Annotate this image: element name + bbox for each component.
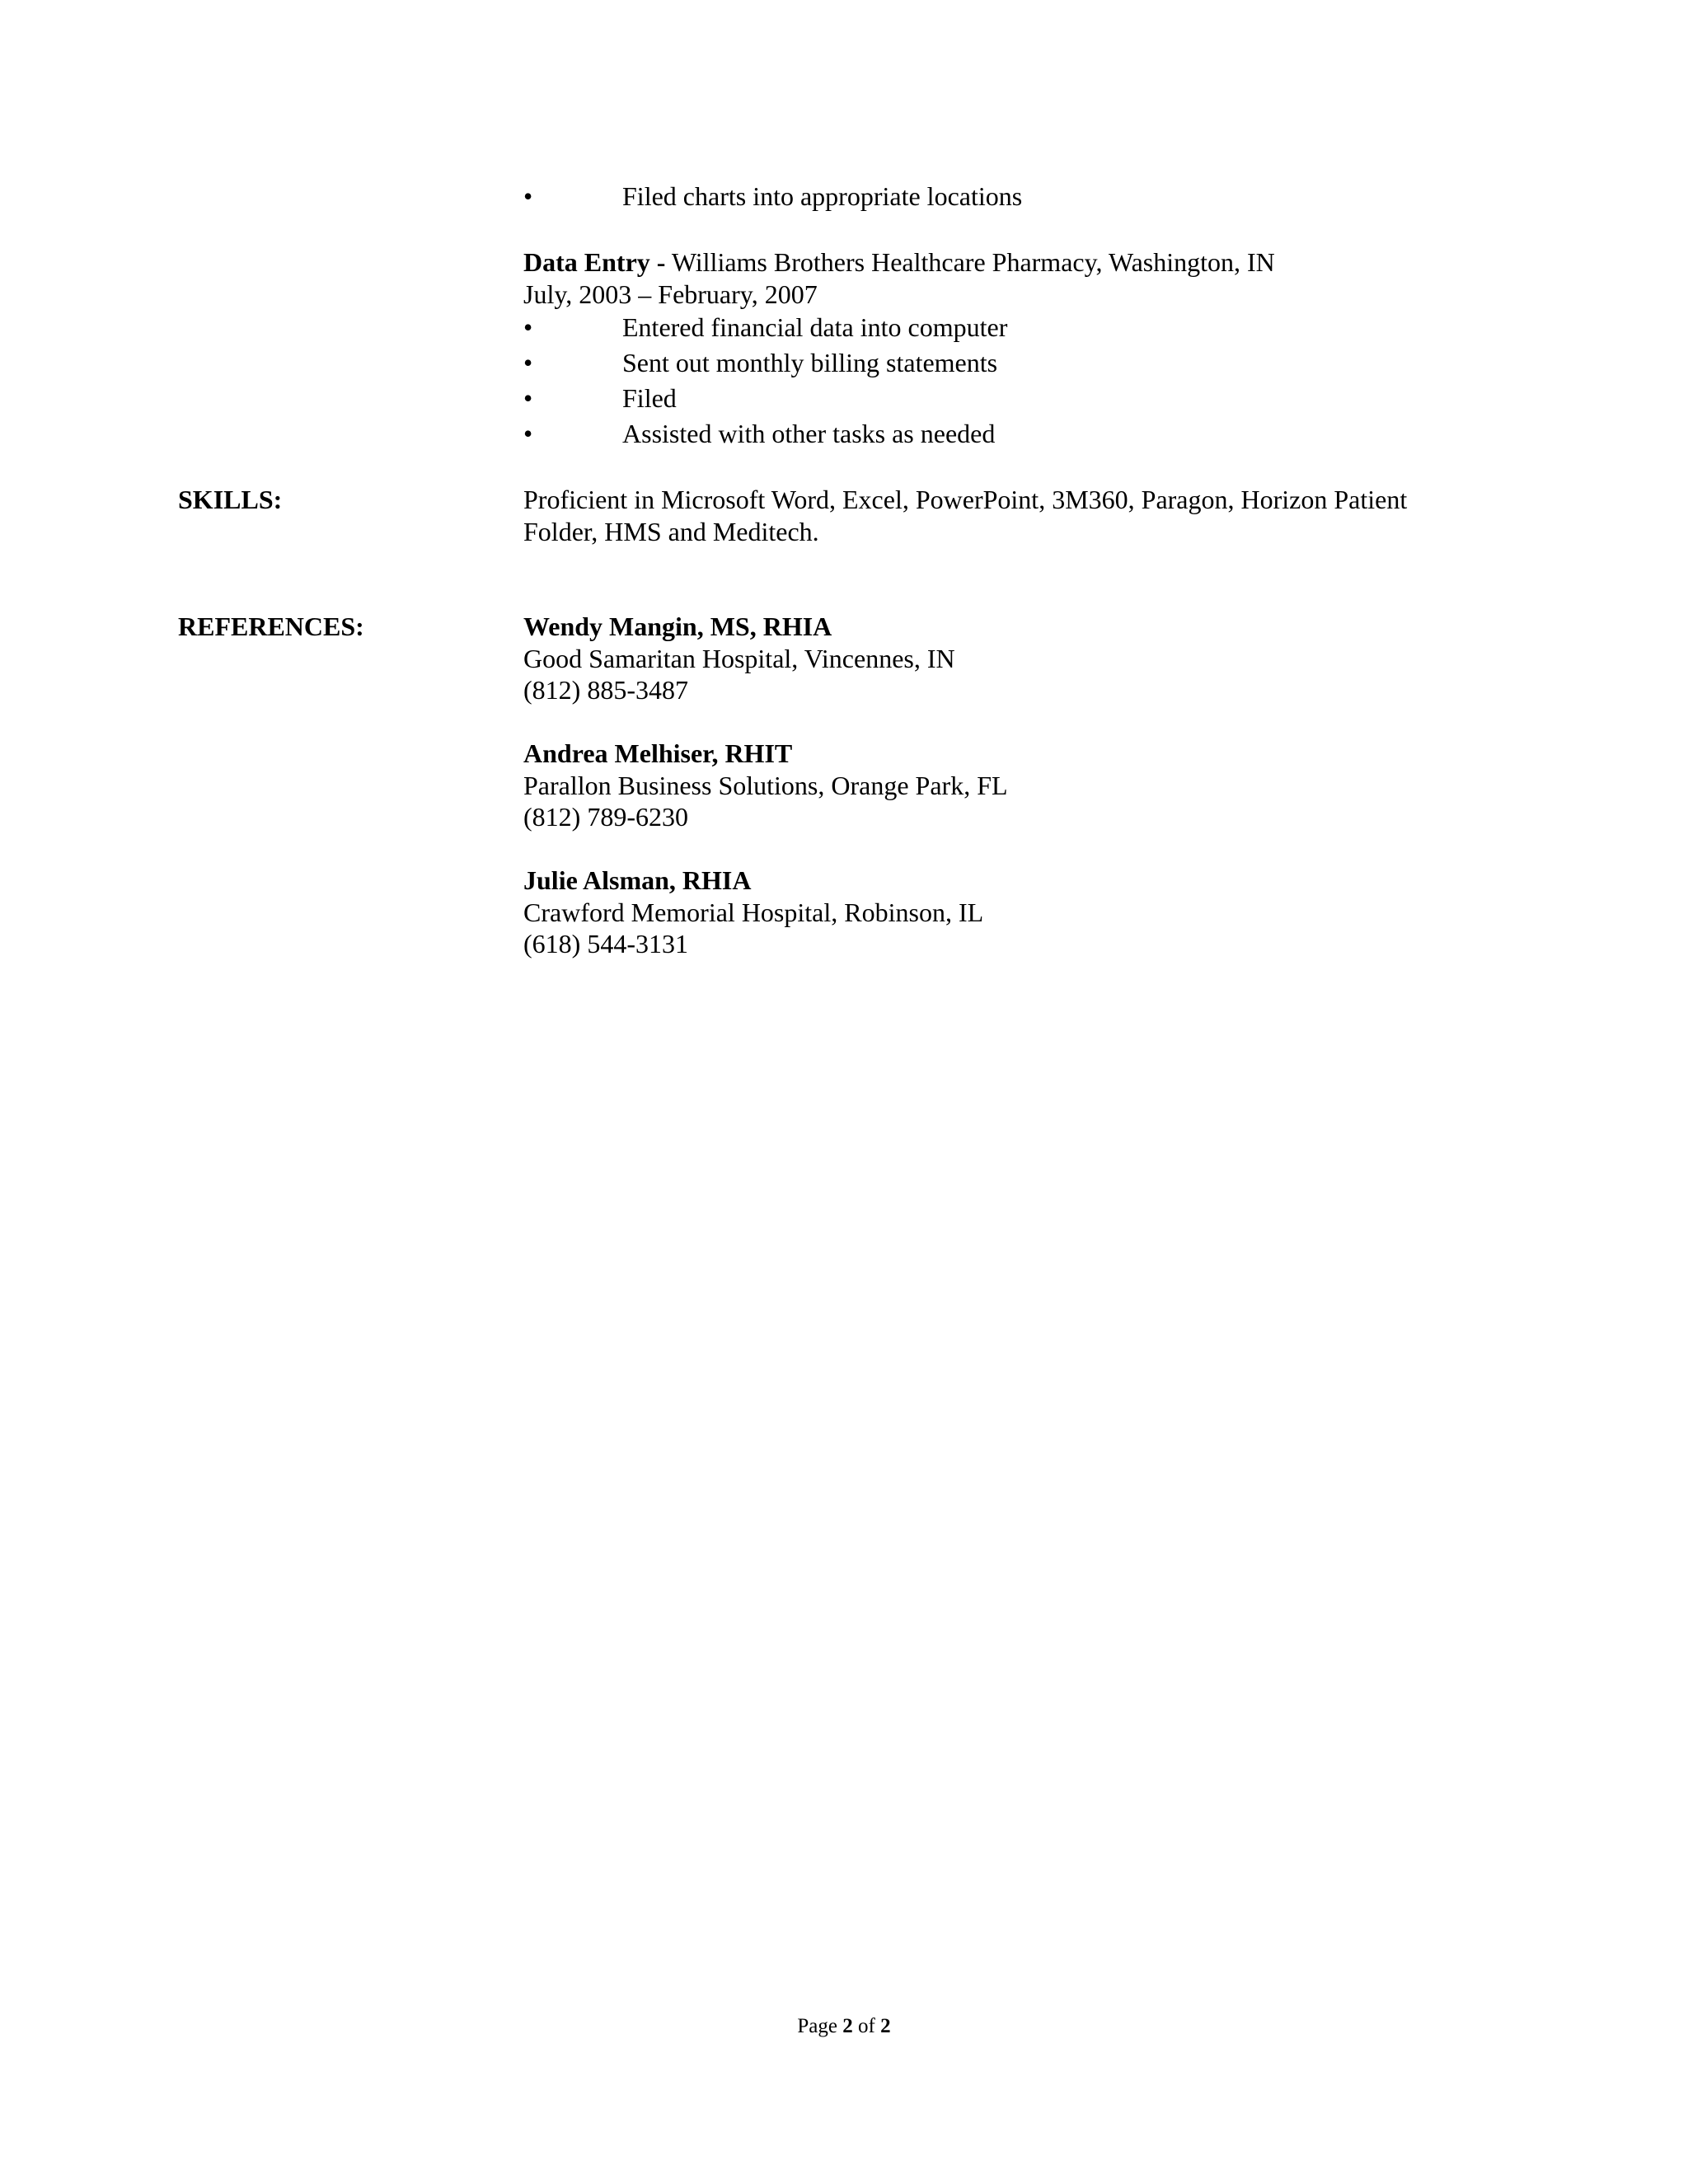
reference-phone: (812) 885-3487: [523, 675, 688, 705]
bullet-symbol: •: [523, 348, 533, 377]
reference-phone: (618) 544-3131: [523, 929, 688, 958]
page-label: Page: [797, 2015, 838, 2037]
reference-organization: Good Samaritan Hospital, Vincennes, IN: [523, 644, 955, 673]
current-page-number: 2: [842, 2015, 853, 2037]
skills-heading: SKILLS:: [178, 485, 283, 514]
bullet-symbol: •: [523, 383, 533, 413]
skills-line: Folder, HMS and Meditech.: [523, 517, 819, 546]
data-entry-job-title: Data Entry -: [523, 247, 666, 277]
data-entry-bullet-item: Filed: [622, 383, 677, 413]
data-entry-dates: July, 2003 – February, 2007: [523, 279, 818, 309]
reference-organization: Crawford Memorial Hospital, Robinson, IL: [523, 898, 984, 927]
bullet-symbol: •: [523, 312, 533, 342]
reference-name: Andrea Melhiser, RHIT: [523, 738, 793, 768]
reference-name: Wendy Mangin, MS, RHIA: [523, 612, 832, 641]
reference-phone: (812) 789-6230: [523, 802, 688, 832]
of-label: of: [858, 2015, 875, 2037]
data-entry-job-heading: [523, 246, 1275, 279]
data-entry-employer: Williams Brothers Healthcare Pharmacy, Washington, IN: [665, 247, 1275, 277]
continued-bullet-item: Filed charts into appropriate locations: [622, 181, 1023, 211]
reference-name: Julie Alsman, RHIA: [523, 865, 752, 895]
bullet-symbol: •: [523, 181, 533, 211]
references-heading: REFERENCES:: [178, 612, 364, 641]
reference-organization: Parallon Business Solutions, Orange Park, FL: [523, 771, 1008, 800]
data-entry-bullet-item: Assisted with other tasks as needed: [622, 419, 996, 448]
total-pages-number: 2: [880, 2015, 891, 2037]
data-entry-bullet-item: Entered financial data into computer: [622, 312, 1008, 342]
skills-line: Proficient in Microsoft Word, Excel, PowerPoint, 3M360, Paragon, Horizon Patient: [523, 485, 1408, 514]
data-entry-bullet-item: Sent out monthly billing statements: [622, 348, 998, 377]
bullet-symbol: •: [523, 419, 533, 448]
page-footer: [0, 2013, 1688, 2040]
